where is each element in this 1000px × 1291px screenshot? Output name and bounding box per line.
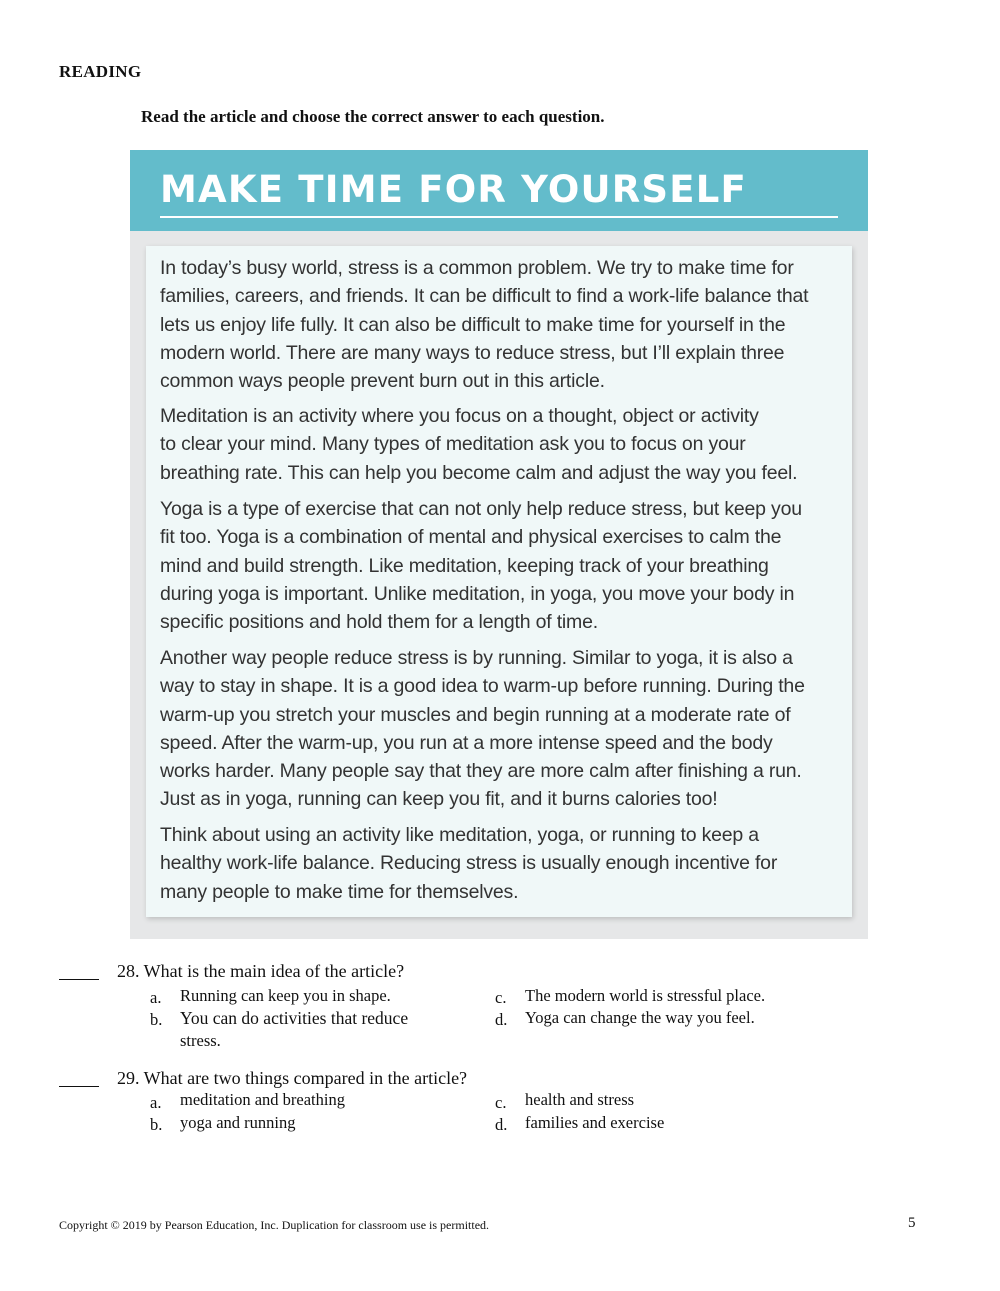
article-paragraph <box>160 821 850 906</box>
option-a[interactable]: Running can keep you in shape. <box>180 986 391 1005</box>
option-letter: d. <box>495 1010 508 1029</box>
article-line: Meditation is an activity where you focus on a thought, object or activity <box>160 405 759 427</box>
article-paragraph <box>160 254 850 395</box>
option-b-continued[interactable]: stress. <box>180 1031 221 1050</box>
title-underline <box>160 216 838 218</box>
article-line: works harder. Many people say that they are more calm after finishing a run. <box>160 760 802 783</box>
article-line: families, careers, and friends. It can be difficult to find a work-life balance that <box>160 285 809 308</box>
option-letter: d. <box>495 1115 508 1134</box>
option-letter: c. <box>495 988 507 1007</box>
option-d[interactable]: families and exercise <box>525 1113 665 1132</box>
option-letter: b. <box>150 1115 163 1134</box>
article-line: specific positions and hold them for a length of time. <box>160 611 598 634</box>
question-text: 29. What are two things compared in the article? <box>117 1068 468 1088</box>
article-line: warm-up you stretch your muscles and begin running at a moderate rate of <box>160 703 791 726</box>
article-line: Just as in yoga, running can keep you fit, and it burns calories too! <box>160 788 718 811</box>
article-line: mind and build strength. Like meditation, keeping track of your breathing <box>160 554 769 577</box>
article-line: during yoga is important. Unlike meditation, in yoga, you move your body in <box>160 582 795 605</box>
article-box <box>130 150 868 939</box>
option-b[interactable]: yoga and running <box>180 1113 296 1132</box>
option-d[interactable]: Yoga can change the way you feel. <box>525 1008 755 1027</box>
article-title: MAKE TIME FOR YOURSELF <box>160 168 748 211</box>
article-line: modern world. There are many ways to reduce stress, but I’ll explain three <box>160 341 785 364</box>
article-body <box>146 246 852 917</box>
copyright-footer: Copyright © 2019 by Pearson Education, Inc. Duplication for classroom use is permitted. <box>59 1218 490 1232</box>
option-c[interactable]: health and stress <box>525 1090 635 1109</box>
article-header <box>130 150 868 231</box>
page-number: 5 <box>908 1215 916 1231</box>
option-letter: b. <box>150 1010 163 1029</box>
article-line: Another way people reduce stress is by running. Similar to yoga, it is also a <box>160 647 793 669</box>
article-line: many people to make time for themselves. <box>160 880 519 903</box>
answer-blank[interactable] <box>59 1068 99 1087</box>
question-text: 28. What is the main idea of the article? <box>117 961 405 981</box>
article-line: fit too. Yoga is a combination of mental and physical exercises to calm the <box>160 526 782 549</box>
article-paragraph <box>160 495 850 636</box>
article-line: common ways people prevent burn out in this article. <box>160 370 605 393</box>
option-letter: a. <box>150 988 162 1007</box>
option-b[interactable]: You can do activities that reduce <box>180 1008 409 1028</box>
article-line: Yoga is a type of exercise that can not only help reduce stress, but keep you <box>160 498 802 520</box>
option-letter: a. <box>150 1093 162 1112</box>
section-title: READING <box>59 62 142 81</box>
article-line: Think about using an activity like meditation, yoga, or running to keep a <box>160 824 759 846</box>
option-letter: c. <box>495 1093 507 1112</box>
article-line: to clear your mind. Many types of meditation ask you to focus on your <box>160 433 746 456</box>
instructions: Read the article and choose the correct answer to each question. <box>141 107 605 126</box>
article-paragraph <box>160 644 850 814</box>
article-line: breathing rate. This can help you become calm and adjust the way you feel. <box>160 461 798 484</box>
article-line: lets us enjoy life fully. It can also be difficult to make time for yourself in the <box>160 313 786 336</box>
article-line: In today’s busy world, stress is a common problem. We try to make time for <box>160 257 794 279</box>
option-c[interactable]: The modern world is stressful place. <box>525 986 766 1005</box>
article-line: way to stay in shape. It is a good idea to warm-up before running. During the <box>160 675 805 698</box>
option-a[interactable]: meditation and breathing <box>180 1090 345 1109</box>
article-line: healthy work-life balance. Reducing stress is usually enough incentive for <box>160 852 778 875</box>
article-paragraph <box>160 402 850 487</box>
article-line: speed. After the warm-up, you run at a more intense speed and the body <box>160 731 773 754</box>
answer-blank[interactable] <box>59 961 99 980</box>
